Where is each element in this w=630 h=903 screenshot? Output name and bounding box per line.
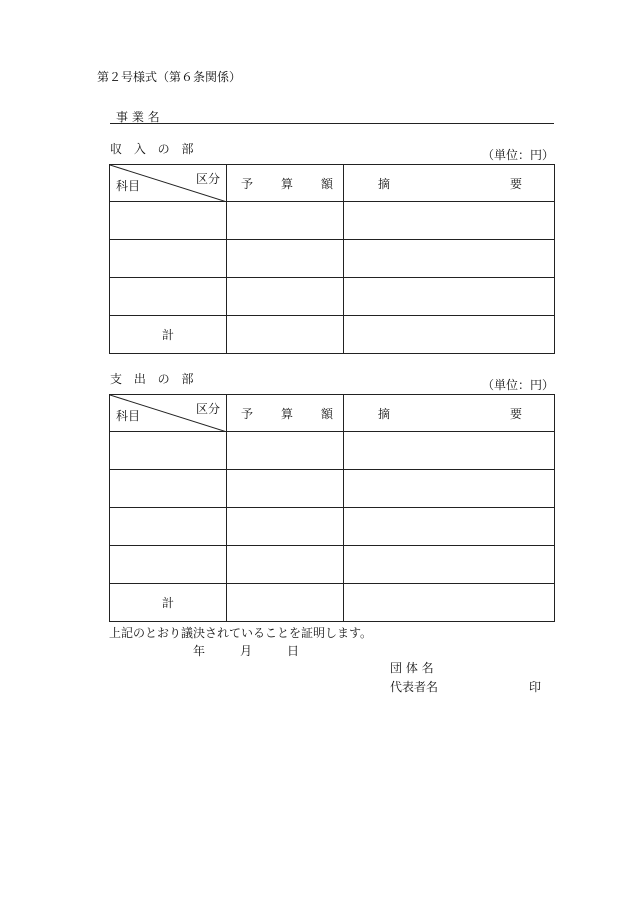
table-row — [110, 202, 555, 240]
summary-header-cell — [344, 395, 555, 432]
date-day-label: 日 — [287, 644, 300, 658]
budget-header-char: 予 — [241, 176, 254, 191]
summary-header-char: 摘 — [378, 406, 391, 421]
item-cell[interactable] — [110, 470, 227, 508]
total-label: 計 — [110, 584, 227, 622]
summary-cell[interactable] — [344, 278, 555, 316]
income-section-title: 収 入 の 部 — [110, 142, 198, 156]
summary-cell[interactable] — [344, 546, 555, 584]
summary-cell[interactable] — [344, 202, 555, 240]
summary-header-char: 摘 — [378, 176, 391, 191]
budget-header-cell — [227, 165, 344, 202]
seal-label: 印 — [529, 680, 542, 694]
expense-section-title: 支 出 の 部 — [110, 372, 198, 386]
item-cell[interactable] — [110, 202, 227, 240]
expense-header-category-cell — [110, 395, 227, 432]
income-header-row — [110, 165, 555, 202]
summary-cell[interactable] — [344, 240, 555, 278]
amount-cell[interactable] — [227, 546, 344, 584]
amount-cell[interactable] — [227, 584, 344, 622]
budget-header-char: 予 — [241, 406, 254, 421]
budget-header-char: 額 — [320, 176, 333, 191]
summary-cell[interactable] — [344, 508, 555, 546]
budget-header-char: 額 — [320, 406, 333, 421]
table-row — [110, 470, 555, 508]
category-label: 区分 — [195, 172, 220, 186]
summary-header-cell — [344, 165, 555, 202]
category-label: 区分 — [195, 402, 220, 416]
item-cell[interactable] — [110, 432, 227, 470]
expense-header-row — [110, 395, 555, 432]
item-label: 科目 — [116, 409, 141, 423]
income-table — [109, 164, 555, 354]
table-row — [110, 278, 555, 316]
total-label: 計 — [110, 316, 227, 354]
amount-cell[interactable] — [227, 432, 344, 470]
organization-label: 団 体 名 — [390, 661, 434, 675]
budget-header-cell — [227, 395, 344, 432]
project-name-label: 事 業 名 — [116, 110, 160, 124]
table-row — [110, 508, 555, 546]
expense-unit-label: （単位：円） — [482, 378, 555, 392]
summary-cell[interactable] — [344, 584, 555, 622]
total-row — [110, 316, 555, 354]
item-label: 科目 — [116, 179, 141, 193]
total-row — [110, 584, 555, 622]
date-month-label: 月 — [240, 644, 253, 658]
project-name-underline — [110, 123, 554, 124]
amount-cell[interactable] — [227, 278, 344, 316]
item-cell[interactable] — [110, 508, 227, 546]
income-unit-label: （単位：円） — [482, 148, 555, 162]
item-cell[interactable] — [110, 278, 227, 316]
amount-cell[interactable] — [227, 202, 344, 240]
summary-header-char: 要 — [509, 406, 522, 421]
budget-header-char: 算 — [280, 406, 293, 421]
table-row — [110, 240, 555, 278]
date-year-label: 年 — [193, 644, 206, 658]
amount-cell[interactable] — [227, 508, 344, 546]
certification-text: 上記のとおり議決されていることを証明します。 — [109, 626, 373, 640]
item-cell[interactable] — [110, 240, 227, 278]
table-row — [110, 546, 555, 584]
representative-label: 代表者名 — [390, 680, 439, 694]
summary-header-char: 要 — [509, 176, 522, 191]
budget-header-char: 算 — [280, 176, 293, 191]
amount-cell[interactable] — [227, 316, 344, 354]
item-cell[interactable] — [110, 546, 227, 584]
amount-cell[interactable] — [227, 240, 344, 278]
income-header-category-cell — [110, 165, 227, 202]
form-number: 第２号様式（第６条関係） — [97, 70, 242, 84]
amount-cell[interactable] — [227, 470, 344, 508]
summary-cell[interactable] — [344, 432, 555, 470]
table-row — [110, 432, 555, 470]
expense-table — [109, 394, 555, 622]
summary-cell[interactable] — [344, 470, 555, 508]
summary-cell[interactable] — [344, 316, 555, 354]
